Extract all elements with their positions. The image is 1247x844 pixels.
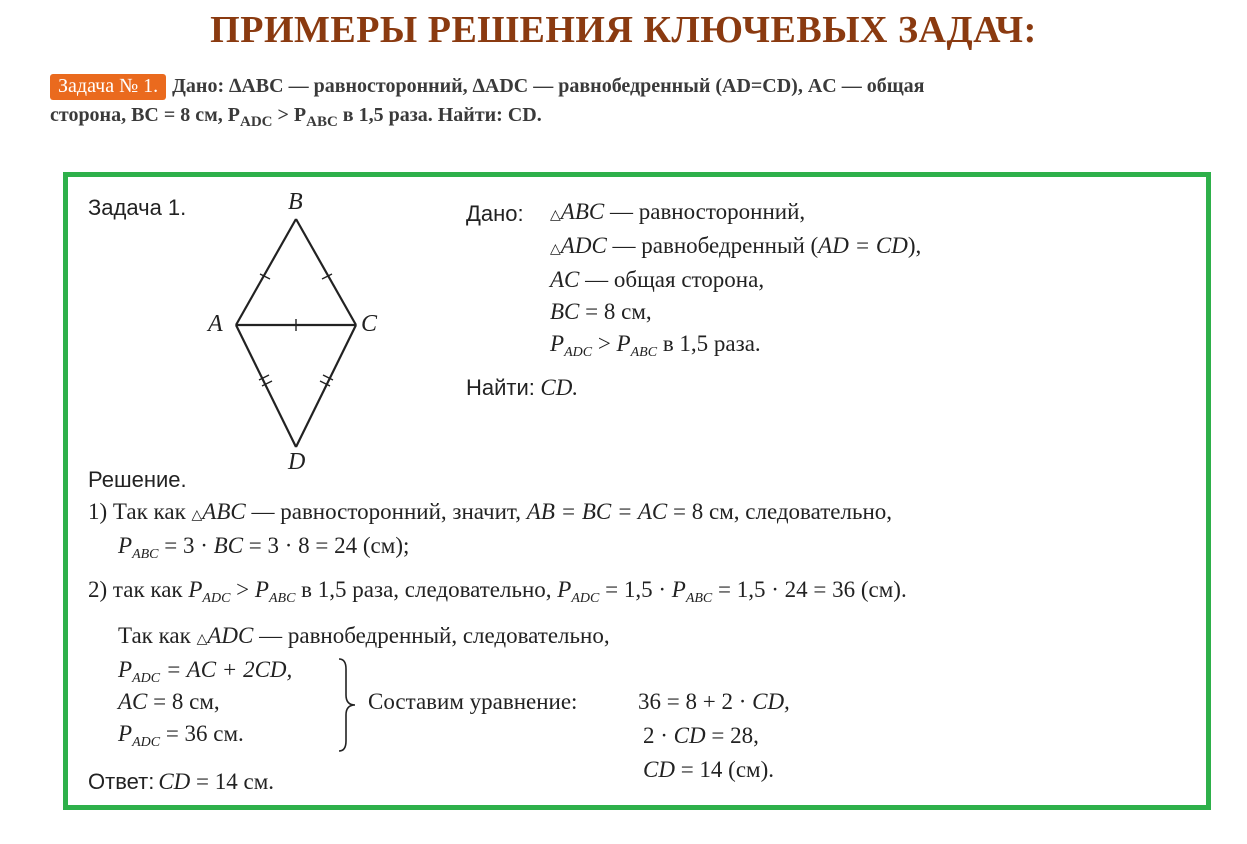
equation-line-1: [638, 689, 790, 715]
system-equation: = AC + 2CD,: [160, 657, 293, 682]
step-text: в 1,5 раза, следовательно,: [295, 577, 558, 602]
perimeter-subscript: ABC: [132, 547, 159, 562]
given-text: в 1,5 раза.: [657, 331, 761, 356]
vertex-a-label: A: [208, 311, 223, 337]
answer-line: [88, 769, 274, 795]
given-line-1: △ABC — равносторонний,: [550, 199, 806, 224]
perimeter-subscript: ADC: [202, 591, 231, 606]
equation-text: = 14 (см).: [674, 757, 775, 782]
step-1-line-1: 1) Так как △ABC — равносторонний, значит, AB = BC = AC = 8 см, следовательно,: [88, 499, 893, 524]
step-number: 1): [88, 499, 108, 524]
side-ab: [236, 219, 296, 325]
given-label: Дано:: [466, 201, 524, 226]
task-text-part: в 1,5 раза. Найти: CD.: [337, 104, 542, 126]
given-equation: AD = CD: [818, 233, 908, 258]
perimeter-symbol: P: [557, 577, 572, 602]
answer-label: Ответ:: [88, 769, 155, 794]
page-title: ПРИМЕРЫ РЕШЕНИЯ КЛЮЧЕВЫХ ЗАДАЧ:: [210, 9, 1037, 51]
perimeter-subscript: ADC: [564, 345, 593, 360]
perimeter-subscript: ABC: [685, 591, 713, 606]
triangle-adc: ADC: [207, 623, 254, 648]
task-text-part: > P: [272, 104, 307, 126]
given-line-3: [550, 267, 764, 293]
equation-variable: CD: [643, 757, 675, 782]
vertex-b-label: B: [288, 189, 303, 215]
perimeter-symbol: P: [118, 657, 133, 682]
tick-marks: [259, 274, 333, 386]
perimeter-symbol: P: [254, 577, 269, 602]
step-3-line-1: Так как △ADC — равнобедренный, следовательно,: [118, 623, 610, 648]
step-1-line-2: [118, 533, 409, 563]
perimeter-subscript: ADC: [132, 735, 161, 750]
equation-variable: CD,: [752, 689, 790, 714]
side-bc: [296, 219, 356, 325]
step-variable: BC: [213, 533, 244, 558]
perimeter-symbol: P: [671, 577, 686, 602]
equation-text: = 28,: [705, 723, 759, 748]
task-given-text: Дано: ∆ABC — равносторонний, ∆ADC — равнобедренный (AD=CD), AC — общая: [172, 75, 925, 97]
perimeter-subscript: ABC: [268, 591, 296, 606]
perimeter-symbol: P: [550, 331, 565, 356]
answer-variable: CD: [158, 769, 191, 794]
perimeter-symbol: P: [616, 331, 631, 356]
task-statement-line2: [50, 104, 542, 131]
given-text: = 8 см,: [579, 299, 652, 324]
step-text: = 3 · 8 = 24 (см);: [243, 533, 410, 558]
system-variable: AC: [118, 689, 148, 714]
step-equation: AB = BC = AC: [526, 499, 668, 524]
task-badge: Задача № 1.: [50, 74, 166, 100]
given-text: — равносторонний,: [604, 199, 806, 224]
step-text: Так как: [107, 499, 192, 524]
rhombus-figure: [208, 197, 408, 477]
task-statement-line1: [50, 74, 924, 100]
vertex-c-label: C: [361, 311, 378, 337]
given-line-2: △ADC — равнобедренный (AD = CD),: [550, 233, 922, 258]
perimeter-symbol: P: [118, 533, 133, 558]
step-text: = 3 ·: [158, 533, 214, 558]
triangle-adc: ADC: [560, 233, 607, 258]
triangle-abc: ABC: [202, 499, 246, 524]
given-line-5: [550, 331, 761, 361]
equation-label: Составим уравнение:: [368, 689, 578, 714]
side-ad: [236, 325, 296, 447]
given-text: — равнобедренный (: [606, 233, 819, 258]
step-text: Так как: [118, 623, 197, 648]
step-text: так как: [107, 577, 189, 602]
task-text-part: сторона, BC = 8 см, P: [50, 104, 240, 126]
given-variable: BC: [550, 299, 580, 324]
find-label: Найти:: [466, 375, 535, 400]
equation-line-3: [643, 757, 774, 783]
step-text: = 1,5 · 24 = 36 (см).: [712, 577, 907, 602]
triangle-abc: ABC: [560, 199, 605, 224]
solution-panel: [63, 172, 1211, 810]
answer-text: = 14 см.: [190, 769, 275, 794]
figure-task-label: Задача 1.: [88, 195, 187, 220]
perimeter-symbol: P: [118, 721, 133, 746]
given-text: — общая сторона,: [579, 267, 765, 292]
equation-text: 2 ·: [643, 723, 674, 748]
find-line: [466, 375, 578, 401]
perimeter-subscript: ADC: [571, 591, 600, 606]
perimeter-symbol: P: [188, 577, 203, 602]
system-text: = 8 см,: [147, 689, 220, 714]
equation-text: 36 = 8 + 2 ·: [638, 689, 753, 714]
system-line-2: [118, 689, 220, 715]
system-line-3: [118, 721, 244, 751]
given-text: ),: [907, 233, 922, 258]
solution-heading: Решение.: [88, 467, 187, 492]
system-text: = 36 см.: [160, 721, 244, 746]
vertex-d-label: D: [288, 449, 306, 475]
step-text: = 8 см, следовательно,: [667, 499, 893, 524]
task-subscript: ADC: [239, 114, 273, 130]
side-cd: [296, 325, 356, 447]
find-variable: CD.: [540, 375, 579, 400]
task-subscript: ABC: [306, 114, 338, 130]
perimeter-subscript: ADC: [132, 671, 161, 686]
curly-brace-icon: [336, 657, 358, 753]
system-line-1: [118, 657, 292, 687]
step-text: — равносторонний, значит,: [245, 499, 527, 524]
given-line-4: [550, 299, 652, 325]
step-number: 2): [88, 577, 108, 602]
given-variable: AC: [550, 267, 580, 292]
step-text: = 1,5 ·: [599, 577, 672, 602]
perimeter-subscript: ABC: [630, 345, 658, 360]
equation-line-2: [643, 723, 759, 749]
step-text: >: [230, 577, 255, 602]
given-text: >: [592, 331, 617, 356]
step-text: — равнобедренный, следовательно,: [253, 623, 610, 648]
step-2-line-1: [88, 577, 907, 607]
equation-variable: CD: [673, 723, 706, 748]
